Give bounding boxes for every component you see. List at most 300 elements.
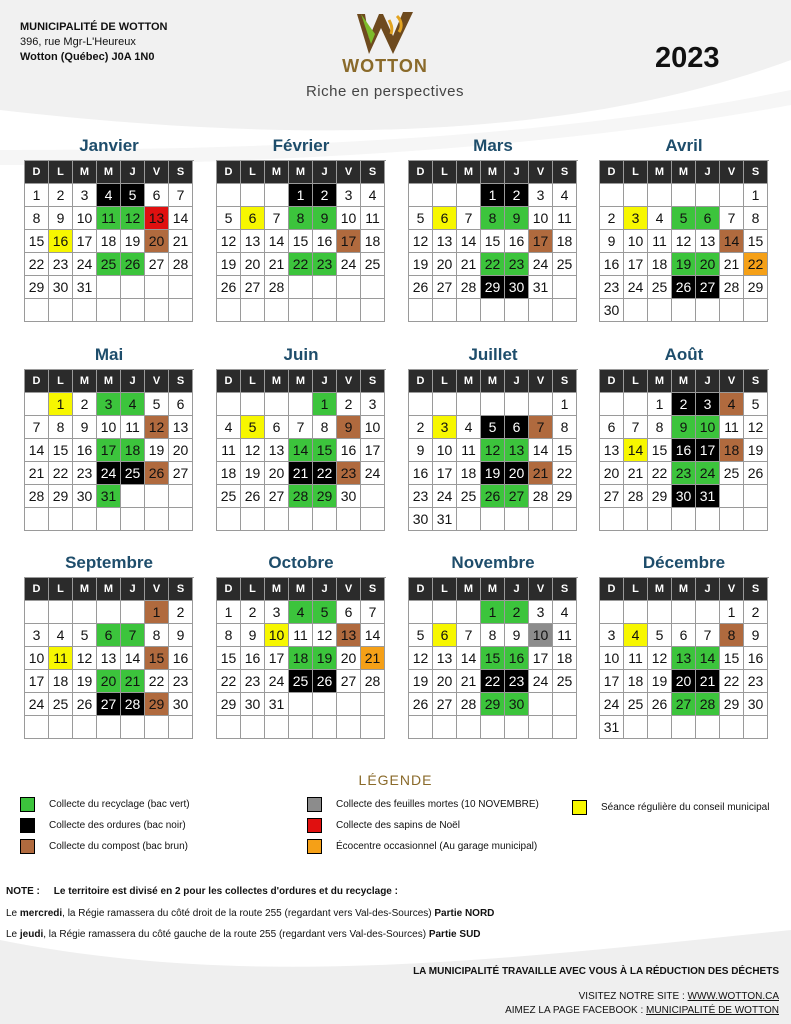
weekday-header: J bbox=[505, 370, 529, 393]
weekday-header: M bbox=[648, 161, 672, 184]
empty-cell bbox=[744, 508, 768, 531]
empty-cell bbox=[337, 299, 361, 322]
day-cell: 27 bbox=[265, 485, 289, 508]
empty-cell bbox=[97, 601, 121, 624]
month-title: Juin bbox=[283, 345, 319, 364]
day-cell: 26 bbox=[409, 276, 433, 299]
day-cell: 12 bbox=[409, 230, 433, 253]
day-cell: 27 bbox=[337, 670, 361, 693]
facebook-link[interactable]: MUNICIPALITÉ DE WOTTON bbox=[646, 1005, 779, 1016]
day-cell: 1 bbox=[744, 184, 768, 207]
day-cell: 22 bbox=[49, 462, 73, 485]
day-cell: 8 bbox=[720, 624, 744, 647]
empty-cell bbox=[145, 485, 169, 508]
day-cell: 27 bbox=[241, 276, 265, 299]
day-cell: 19 bbox=[744, 439, 768, 462]
day-cell: 31 bbox=[73, 276, 97, 299]
day-cell: 2 bbox=[169, 601, 193, 624]
empty-cell bbox=[481, 393, 505, 416]
day-cell: 18 bbox=[121, 439, 145, 462]
empty-cell bbox=[289, 508, 313, 531]
empty-cell bbox=[553, 508, 577, 531]
day-cell: 20 bbox=[600, 462, 624, 485]
day-cell: 9 bbox=[73, 416, 97, 439]
weekday-header: L bbox=[433, 161, 457, 184]
day-cell: 11 bbox=[217, 439, 241, 462]
day-cell: 13 bbox=[145, 207, 169, 230]
day-cell: 12 bbox=[121, 207, 145, 230]
empty-cell bbox=[744, 485, 768, 508]
day-cell: 21 bbox=[696, 670, 720, 693]
day-cell: 17 bbox=[25, 670, 49, 693]
month-calendar bbox=[216, 553, 386, 739]
day-cell: 15 bbox=[313, 439, 337, 462]
weekday-header: S bbox=[744, 578, 768, 601]
day-cell: 14 bbox=[529, 439, 553, 462]
day-cell: 1 bbox=[49, 393, 73, 416]
empty-cell bbox=[600, 601, 624, 624]
day-cell: 29 bbox=[481, 693, 505, 716]
day-cell: 10 bbox=[97, 416, 121, 439]
day-cell: 15 bbox=[744, 230, 768, 253]
weekday-header: L bbox=[49, 578, 73, 601]
day-cell: 22 bbox=[481, 253, 505, 276]
day-cell: 17 bbox=[265, 647, 289, 670]
day-cell: 18 bbox=[553, 647, 577, 670]
day-cell: 23 bbox=[744, 670, 768, 693]
empty-cell bbox=[217, 299, 241, 322]
day-cell: 13 bbox=[600, 439, 624, 462]
empty-cell bbox=[672, 184, 696, 207]
weekday-header: S bbox=[169, 578, 193, 601]
day-cell: 17 bbox=[624, 253, 648, 276]
weekday-header: M bbox=[457, 370, 481, 393]
weekday-header: L bbox=[433, 578, 457, 601]
day-cell: 29 bbox=[145, 693, 169, 716]
day-cell: 3 bbox=[73, 184, 97, 207]
empty-cell bbox=[505, 716, 529, 739]
empty-cell bbox=[529, 693, 553, 716]
day-cell: 19 bbox=[241, 462, 265, 485]
day-cell: 8 bbox=[289, 207, 313, 230]
month-grid bbox=[408, 577, 578, 739]
day-cell: 28 bbox=[720, 276, 744, 299]
empty-cell bbox=[265, 184, 289, 207]
weekday-header: L bbox=[241, 578, 265, 601]
day-cell: 4 bbox=[97, 184, 121, 207]
day-cell: 17 bbox=[433, 462, 457, 485]
day-cell: 4 bbox=[361, 184, 385, 207]
weekday-header: D bbox=[25, 161, 49, 184]
empty-cell bbox=[696, 299, 720, 322]
empty-cell bbox=[289, 693, 313, 716]
weekday-header: S bbox=[169, 161, 193, 184]
weekday-header: D bbox=[409, 161, 433, 184]
legend-item-christmas-trees bbox=[307, 818, 460, 833]
empty-cell bbox=[49, 508, 73, 531]
day-cell: 27 bbox=[433, 276, 457, 299]
day-cell: 31 bbox=[600, 716, 624, 739]
day-cell: 29 bbox=[49, 485, 73, 508]
day-cell: 23 bbox=[49, 253, 73, 276]
day-cell: 13 bbox=[672, 647, 696, 670]
empty-cell bbox=[25, 716, 49, 739]
weekday-header: M bbox=[481, 578, 505, 601]
day-cell: 4 bbox=[289, 601, 313, 624]
empty-cell bbox=[313, 299, 337, 322]
day-cell: 5 bbox=[481, 416, 505, 439]
weekday-header: M bbox=[73, 370, 97, 393]
weekday-header: M bbox=[672, 370, 696, 393]
day-cell: 17 bbox=[73, 230, 97, 253]
day-cell: 5 bbox=[217, 207, 241, 230]
day-cell: 2 bbox=[337, 393, 361, 416]
day-cell: 19 bbox=[648, 670, 672, 693]
day-cell: 24 bbox=[624, 276, 648, 299]
note-text: , la Régie ramassera du côté droit de la route 255 (regardant vers Val-des-Sources) bbox=[62, 908, 435, 919]
weekday-header: L bbox=[624, 161, 648, 184]
empty-cell bbox=[361, 485, 385, 508]
day-cell: 2 bbox=[744, 601, 768, 624]
day-cell: 7 bbox=[720, 207, 744, 230]
empty-cell bbox=[600, 393, 624, 416]
day-cell: 11 bbox=[648, 230, 672, 253]
day-cell: 16 bbox=[241, 647, 265, 670]
empty-cell bbox=[217, 508, 241, 531]
day-cell: 20 bbox=[505, 462, 529, 485]
day-cell: 4 bbox=[624, 624, 648, 647]
day-cell: 6 bbox=[337, 601, 361, 624]
day-cell: 28 bbox=[25, 485, 49, 508]
day-cell: 20 bbox=[696, 253, 720, 276]
empty-cell bbox=[600, 184, 624, 207]
empty-cell bbox=[97, 716, 121, 739]
day-cell: 4 bbox=[457, 416, 481, 439]
empty-cell bbox=[696, 601, 720, 624]
day-cell: 1 bbox=[217, 601, 241, 624]
day-cell: 16 bbox=[169, 647, 193, 670]
empty-cell bbox=[169, 716, 193, 739]
day-cell: 13 bbox=[97, 647, 121, 670]
day-cell: 10 bbox=[600, 647, 624, 670]
logo-wordmark: WOTTON bbox=[342, 56, 428, 76]
day-cell: 7 bbox=[696, 624, 720, 647]
day-cell: 21 bbox=[25, 462, 49, 485]
day-cell: 14 bbox=[624, 439, 648, 462]
day-cell: 14 bbox=[289, 439, 313, 462]
yellow-swatch-icon bbox=[572, 800, 587, 815]
weekday-header: D bbox=[409, 370, 433, 393]
empty-cell bbox=[529, 716, 553, 739]
day-cell: 28 bbox=[457, 276, 481, 299]
legend-item-recycling bbox=[20, 797, 190, 812]
legend-item-council bbox=[572, 800, 769, 815]
footer-facebook-label: AIMEZ LA PAGE FACEBOOK : bbox=[505, 1005, 647, 1016]
empty-cell bbox=[217, 716, 241, 739]
day-cell: 14 bbox=[121, 647, 145, 670]
empty-cell bbox=[313, 716, 337, 739]
day-cell: 6 bbox=[169, 393, 193, 416]
note-part: Partie SUD bbox=[428, 929, 481, 940]
day-cell: 2 bbox=[672, 393, 696, 416]
weekday-header: J bbox=[696, 161, 720, 184]
empty-cell bbox=[265, 508, 289, 531]
day-cell: 11 bbox=[97, 207, 121, 230]
day-cell: 10 bbox=[529, 207, 553, 230]
day-cell: 18 bbox=[289, 647, 313, 670]
weekday-header: S bbox=[553, 161, 577, 184]
day-cell: 10 bbox=[337, 207, 361, 230]
empty-cell bbox=[25, 508, 49, 531]
month-grid bbox=[216, 577, 386, 739]
day-cell: 19 bbox=[313, 647, 337, 670]
day-cell: 22 bbox=[289, 253, 313, 276]
day-cell: 26 bbox=[313, 670, 337, 693]
weekday-header: L bbox=[241, 370, 265, 393]
month-title: Septembre bbox=[65, 553, 153, 572]
day-cell: 2 bbox=[505, 601, 529, 624]
empty-cell bbox=[217, 184, 241, 207]
day-cell: 5 bbox=[241, 416, 265, 439]
empty-cell bbox=[648, 184, 672, 207]
day-cell: 22 bbox=[744, 253, 768, 276]
day-cell: 10 bbox=[25, 647, 49, 670]
day-cell: 22 bbox=[313, 462, 337, 485]
day-cell: 30 bbox=[241, 693, 265, 716]
day-cell: 13 bbox=[337, 624, 361, 647]
month-title: Décembre bbox=[642, 553, 726, 572]
weekday-header: J bbox=[313, 578, 337, 601]
empty-cell bbox=[553, 716, 577, 739]
weekday-header: D bbox=[600, 578, 624, 601]
day-cell: 15 bbox=[553, 439, 577, 462]
day-cell: 16 bbox=[505, 647, 529, 670]
empty-cell bbox=[265, 716, 289, 739]
day-cell: 11 bbox=[720, 416, 744, 439]
empty-cell bbox=[97, 299, 121, 322]
weekday-header: L bbox=[433, 370, 457, 393]
day-cell: 30 bbox=[73, 485, 97, 508]
day-cell: 7 bbox=[289, 416, 313, 439]
day-cell: 25 bbox=[217, 485, 241, 508]
day-cell: 1 bbox=[289, 184, 313, 207]
day-cell: 31 bbox=[97, 485, 121, 508]
weekday-header: M bbox=[672, 578, 696, 601]
weekday-header: D bbox=[600, 161, 624, 184]
day-cell: 22 bbox=[553, 462, 577, 485]
empty-cell bbox=[553, 276, 577, 299]
weekday-header: M bbox=[648, 578, 672, 601]
day-cell: 10 bbox=[529, 624, 553, 647]
day-cell: 3 bbox=[600, 624, 624, 647]
empty-cell bbox=[457, 601, 481, 624]
empty-cell bbox=[481, 508, 505, 531]
day-cell: 11 bbox=[361, 207, 385, 230]
day-cell: 11 bbox=[49, 647, 73, 670]
day-cell: 5 bbox=[672, 207, 696, 230]
day-cell: 29 bbox=[25, 276, 49, 299]
day-cell: 8 bbox=[648, 416, 672, 439]
day-cell: 28 bbox=[529, 485, 553, 508]
day-cell: 29 bbox=[648, 485, 672, 508]
month-calendar bbox=[599, 136, 769, 322]
day-cell: 8 bbox=[481, 207, 505, 230]
day-cell: 12 bbox=[409, 647, 433, 670]
empty-cell bbox=[241, 393, 265, 416]
empty-cell bbox=[25, 393, 49, 416]
weekday-header: J bbox=[696, 370, 720, 393]
day-cell: 14 bbox=[720, 230, 744, 253]
day-cell: 26 bbox=[217, 276, 241, 299]
note-text: Le bbox=[6, 929, 20, 940]
empty-cell bbox=[337, 276, 361, 299]
day-cell: 23 bbox=[73, 462, 97, 485]
empty-cell bbox=[409, 299, 433, 322]
note-day: mercredi bbox=[19, 908, 63, 919]
empty-cell bbox=[505, 508, 529, 531]
day-cell: 6 bbox=[433, 207, 457, 230]
legend-item-leaves bbox=[307, 797, 539, 812]
day-cell: 2 bbox=[409, 416, 433, 439]
empty-cell bbox=[696, 508, 720, 531]
day-cell: 4 bbox=[648, 207, 672, 230]
weekday-header: M bbox=[97, 161, 121, 184]
note-line-north bbox=[6, 908, 494, 919]
empty-cell bbox=[505, 299, 529, 322]
day-cell: 25 bbox=[720, 462, 744, 485]
legend-label: Collecte des ordures (bac noir) bbox=[49, 820, 186, 831]
day-cell: 15 bbox=[49, 439, 73, 462]
day-cell: 8 bbox=[25, 207, 49, 230]
day-cell: 7 bbox=[169, 184, 193, 207]
empty-cell bbox=[121, 299, 145, 322]
day-cell: 31 bbox=[265, 693, 289, 716]
empty-cell bbox=[624, 299, 648, 322]
empty-cell bbox=[481, 299, 505, 322]
empty-cell bbox=[49, 299, 73, 322]
weekday-header: S bbox=[361, 578, 385, 601]
legend-label: Collecte du recyclage (bac vert) bbox=[49, 799, 190, 810]
empty-cell bbox=[361, 693, 385, 716]
day-cell: 15 bbox=[481, 230, 505, 253]
weekday-header: D bbox=[600, 370, 624, 393]
weekday-header: S bbox=[361, 370, 385, 393]
weekday-header: L bbox=[49, 370, 73, 393]
day-cell: 11 bbox=[553, 207, 577, 230]
empty-cell bbox=[553, 299, 577, 322]
day-cell: 23 bbox=[313, 253, 337, 276]
empty-cell bbox=[529, 508, 553, 531]
day-cell: 24 bbox=[337, 253, 361, 276]
weekday-header: V bbox=[145, 370, 169, 393]
day-cell: 24 bbox=[73, 253, 97, 276]
empty-cell bbox=[49, 716, 73, 739]
weekday-header: M bbox=[265, 161, 289, 184]
empty-cell bbox=[121, 485, 145, 508]
day-cell: 11 bbox=[289, 624, 313, 647]
weekday-header: L bbox=[49, 161, 73, 184]
empty-cell bbox=[49, 601, 73, 624]
day-cell: 23 bbox=[505, 253, 529, 276]
day-cell: 29 bbox=[217, 693, 241, 716]
day-cell: 31 bbox=[433, 508, 457, 531]
day-cell: 26 bbox=[145, 462, 169, 485]
day-cell: 30 bbox=[505, 693, 529, 716]
day-cell: 28 bbox=[121, 693, 145, 716]
empty-cell bbox=[648, 299, 672, 322]
weekday-header: D bbox=[25, 370, 49, 393]
day-cell: 12 bbox=[313, 624, 337, 647]
weekday-header: V bbox=[529, 161, 553, 184]
website-link[interactable]: WWW.WOTTON.CA bbox=[687, 991, 779, 1002]
day-cell: 20 bbox=[145, 230, 169, 253]
day-cell: 5 bbox=[409, 207, 433, 230]
day-cell: 10 bbox=[73, 207, 97, 230]
day-cell: 6 bbox=[265, 416, 289, 439]
day-cell: 1 bbox=[481, 601, 505, 624]
weekday-header: J bbox=[505, 161, 529, 184]
day-cell: 5 bbox=[409, 624, 433, 647]
day-cell: 2 bbox=[241, 601, 265, 624]
day-cell: 26 bbox=[73, 693, 97, 716]
day-cell: 27 bbox=[97, 693, 121, 716]
day-cell: 6 bbox=[433, 624, 457, 647]
day-cell: 12 bbox=[145, 416, 169, 439]
day-cell: 9 bbox=[744, 624, 768, 647]
weekday-header: M bbox=[265, 370, 289, 393]
month-calendar bbox=[408, 553, 578, 739]
day-cell: 30 bbox=[744, 693, 768, 716]
empty-cell bbox=[720, 716, 744, 739]
empty-cell bbox=[73, 716, 97, 739]
green-swatch-icon bbox=[20, 797, 35, 812]
month-title: Août bbox=[664, 345, 704, 364]
footer-site-label: VISITEZ NOTRE SITE : bbox=[578, 991, 688, 1002]
day-cell: 21 bbox=[361, 647, 385, 670]
red-swatch-icon bbox=[307, 818, 322, 833]
empty-cell bbox=[696, 184, 720, 207]
empty-cell bbox=[169, 508, 193, 531]
day-cell: 20 bbox=[241, 253, 265, 276]
empty-cell bbox=[433, 601, 457, 624]
day-cell: 12 bbox=[241, 439, 265, 462]
day-cell: 29 bbox=[313, 485, 337, 508]
day-cell: 22 bbox=[720, 670, 744, 693]
day-cell: 1 bbox=[481, 184, 505, 207]
day-cell: 20 bbox=[433, 670, 457, 693]
day-cell: 17 bbox=[696, 439, 720, 462]
month-title: Novembre bbox=[451, 553, 535, 572]
day-cell: 4 bbox=[720, 393, 744, 416]
day-cell: 16 bbox=[73, 439, 97, 462]
day-cell: 19 bbox=[409, 253, 433, 276]
day-cell: 19 bbox=[73, 670, 97, 693]
day-cell: 16 bbox=[49, 230, 73, 253]
day-cell: 29 bbox=[744, 276, 768, 299]
day-cell: 17 bbox=[337, 230, 361, 253]
day-cell: 22 bbox=[648, 462, 672, 485]
day-cell: 26 bbox=[744, 462, 768, 485]
note-heading bbox=[6, 886, 398, 897]
day-cell: 24 bbox=[25, 693, 49, 716]
day-cell: 15 bbox=[289, 230, 313, 253]
empty-cell bbox=[457, 716, 481, 739]
day-cell: 25 bbox=[289, 670, 313, 693]
weekday-header: M bbox=[97, 578, 121, 601]
day-cell: 24 bbox=[97, 462, 121, 485]
day-cell: 21 bbox=[624, 462, 648, 485]
day-cell: 25 bbox=[648, 276, 672, 299]
